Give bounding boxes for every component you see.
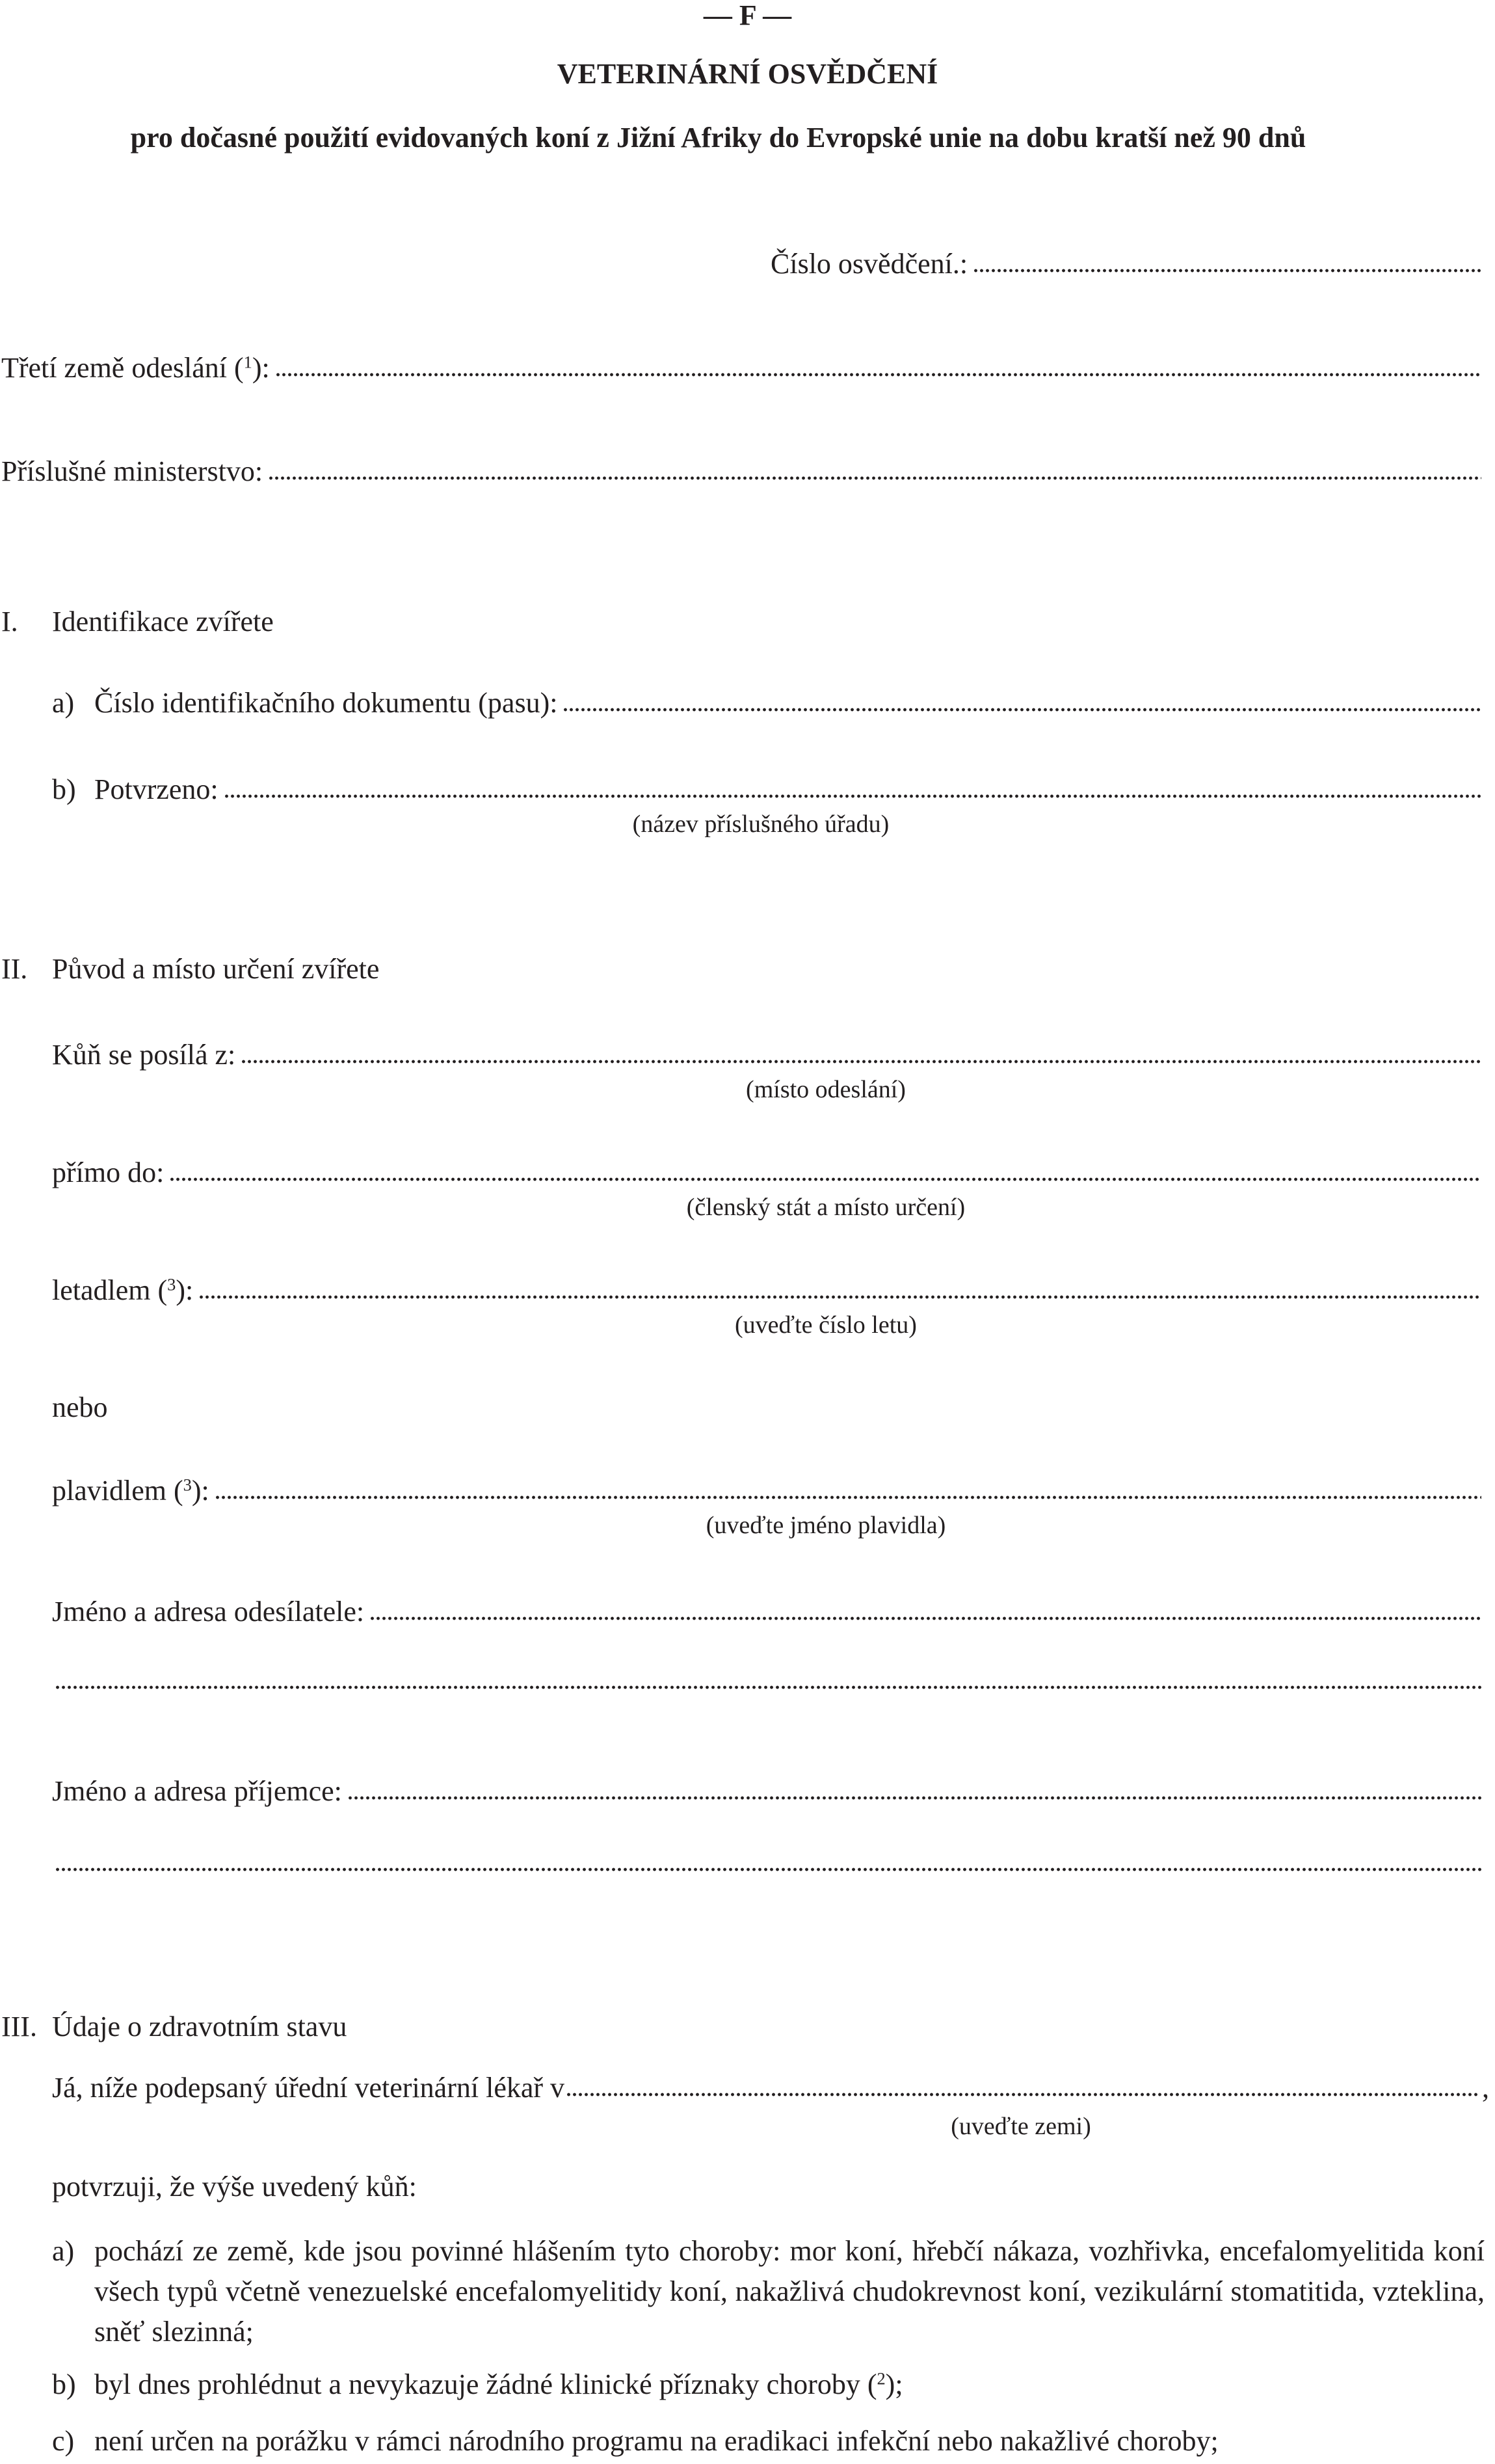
country-field[interactable] [1, 354, 1481, 382]
recipient-continuation-line[interactable] [55, 1867, 1481, 1880]
destination-dots [169, 1177, 1481, 1182]
destination-field[interactable] [52, 1158, 1481, 1187]
footnote-ref: 2 [877, 2368, 886, 2389]
sender-continuation-line[interactable] [55, 1685, 1481, 1698]
confirmed-by-field[interactable] [94, 775, 1481, 804]
veterinarian-declaration-label: Já, níže podepsaný úřední veterinární lékař v [52, 2072, 565, 2104]
flight-field[interactable] [52, 1276, 1481, 1305]
ministry-field[interactable] [1, 457, 1481, 486]
dispatch-place-dots [241, 1059, 1481, 1064]
vessel-dots [215, 1495, 1481, 1500]
footnote-ref: 3 [167, 1274, 176, 1294]
certificate-number-label: Číslo osvědčení.: [771, 248, 968, 280]
section1-numeral: I. [1, 606, 18, 637]
country-dots [275, 372, 1481, 377]
document-subtitle: pro dočasné použití evidovaných koní z Jižní Afriky do Evropské unie na dobu kratší než 90 dnů [130, 122, 1306, 154]
passport-number-field[interactable] [94, 689, 1481, 717]
sender-label: Jméno a adresa odesílatele: [52, 1596, 365, 1627]
sender-continuation-dots [55, 1685, 1481, 1690]
recipient-dots [347, 1795, 1481, 1801]
vessel-field[interactable] [52, 1477, 1481, 1505]
or-text: nebo [52, 1391, 108, 1423]
passport-number-label: Číslo identifikačního dokumentu (pasu): [94, 687, 558, 719]
vessel-hint: (uveďte jméno plavidla) [706, 1512, 946, 1539]
dispatch-place-hint: (místo odeslání) [746, 1076, 906, 1103]
item-b-text: byl dnes prohlédnut a nevykazuje žádné klinické příznaky choroby ($^2$); [94, 2368, 903, 2400]
certify-text: potvrzuji, že výše uvedený kůň: [52, 2171, 417, 2203]
item-a-text: pochází ze země, kde jsou povinné hlášením tyto choroby: mor koní, hřebčí nákaza, vozhřivka, encefalomyelitida koní všech typů včetně venezuelské encefalomyelitidy koní, nakažlivá chudokrevnost koní, vezikulární stomatitida, vzteklina, sněť slezinná; [94, 2235, 1485, 2348]
flight-dots [198, 1294, 1481, 1300]
passport-number-dots [562, 707, 1481, 712]
country-label: Třetí země odeslání ($^1$): [1, 352, 270, 384]
section2-title: Původ a místo určení zvířete [52, 953, 380, 985]
flight-label: letadlem ($^3$): [52, 1274, 194, 1306]
certificate-number-field[interactable] [771, 250, 1481, 278]
section1-a-marker: a) [52, 687, 75, 719]
footnote-ref: 3 [183, 1475, 192, 1495]
vessel-label: plavidlem ($^3$): [52, 1475, 209, 1507]
footnote-ref: 1 [243, 352, 252, 372]
flight-hint: (uveďte číslo letu) [735, 1311, 917, 1339]
annex-letter: — F — [703, 0, 792, 31]
destination-hint: (členský stát a místo určení) [686, 1194, 966, 1221]
dispatch-place-field[interactable] [52, 1041, 1481, 1069]
document-title: VETERINÁRNÍ OSVĚDČENÍ [557, 58, 938, 90]
dispatch-place-label: Kůň se posílá z: [52, 1039, 236, 1071]
destination-label: přímo do: [52, 1157, 165, 1188]
ministry-label: Příslušné ministerstvo: [1, 455, 263, 487]
sender-field[interactable] [52, 1598, 1481, 1626]
confirmed-by-label: Potvrzeno: [94, 773, 218, 805]
recipient-label: Jméno a adresa příjemce: [52, 1775, 342, 1807]
veterinarian-country-dots [566, 2092, 1478, 2097]
item-a-marker: a) [52, 2235, 75, 2267]
certificate-number-dots [973, 268, 1481, 273]
section3-numeral: III. [1, 2011, 37, 2042]
authority-hint: (název příslušného úřadu) [632, 810, 890, 838]
item-b-marker: b) [52, 2368, 76, 2400]
recipient-continuation-dots [55, 1867, 1481, 1872]
declaration-comma: , [1482, 2072, 1489, 2104]
sender-dots [369, 1616, 1481, 1621]
section1-title: Identifikace zvířete [52, 606, 274, 637]
item-c-marker: c) [52, 2425, 75, 2457]
section3-title: Údaje o zdravotním stavu [52, 2011, 347, 2042]
ministry-dots [268, 475, 1481, 481]
recipient-field[interactable] [52, 1777, 1481, 1806]
section2-numeral: II. [1, 953, 28, 985]
section1-b-marker: b) [52, 773, 76, 805]
confirmed-by-dots [224, 794, 1481, 799]
item-c-text: není určen na porážku v rámci národního programu na eradikaci infekční nebo nakažlivé choroby; [94, 2425, 1219, 2457]
veterinarian-country-field[interactable] [52, 2074, 1489, 2102]
country-hint: (uveďte zemi) [951, 2113, 1091, 2140]
